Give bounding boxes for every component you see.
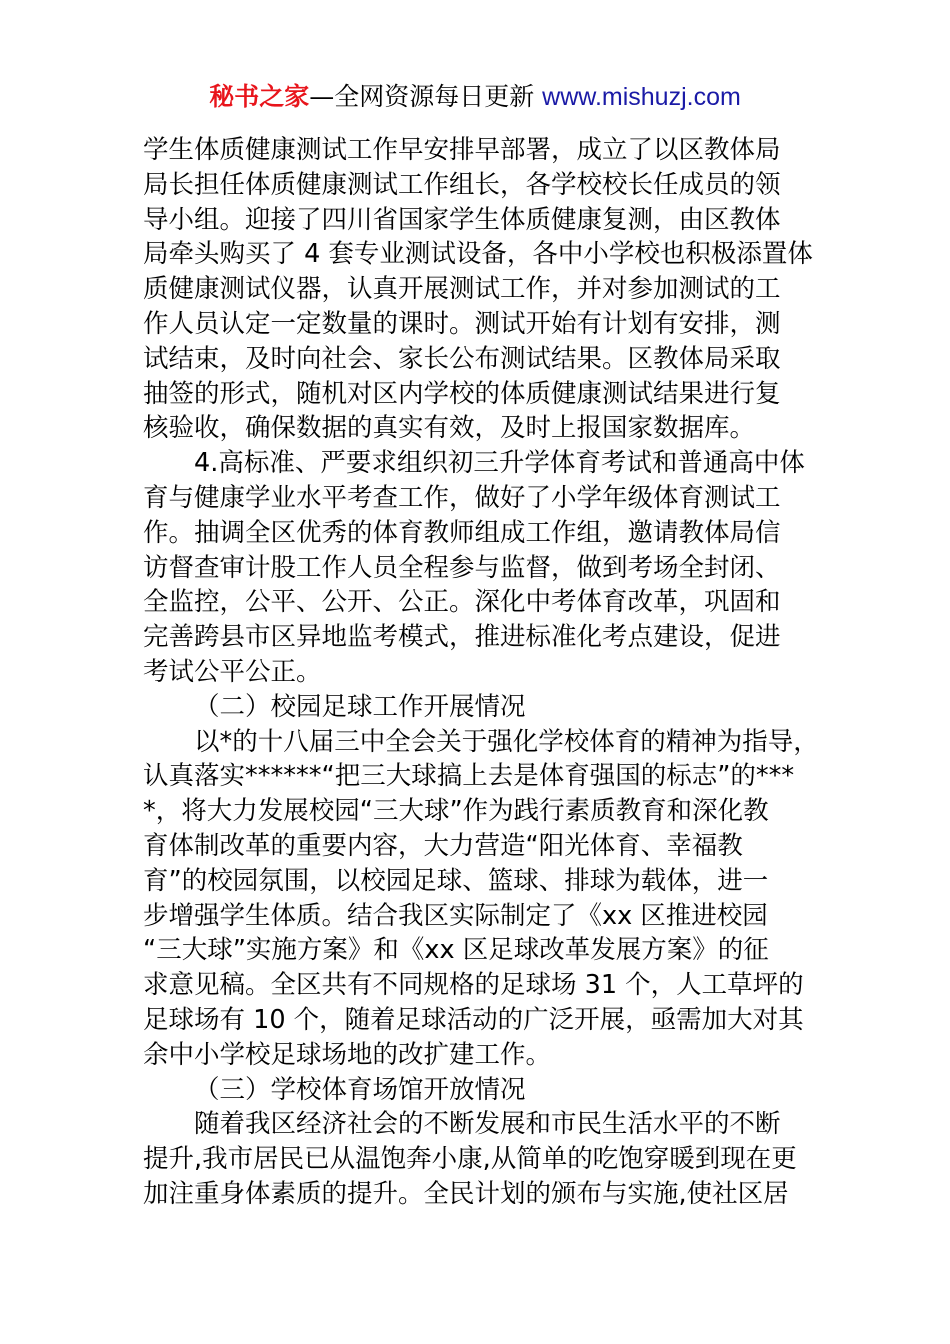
body-line: 质健康测试仪器，认真开展测试工作，并对参加测试的工 [143,274,781,305]
paragraph-start-line: 4.高标准、严要求组织初三升学体育考试和普通高中体 [194,448,805,479]
body-line: 考试公平公正。 [143,656,322,687]
document-body [143,133,819,1212]
body-line: 全监控，公平、公开、公正。深化中考体育改革，巩固和 [143,587,781,618]
body-line: 育”的校园氛围，以校园足球、篮球、排球为载体，进一 [143,865,769,896]
section-heading: （三）学校体育场馆开放情况 [194,1074,526,1105]
body-line: 提升,我市居民已从温饱奔小康,从简单的吃饱穿暖到现在更 [143,1144,797,1175]
body-line: 完善跨县市区异地监考模式，推进标准化考点建设，促进 [143,622,781,653]
body-line: 试结束，及时向社会、家长公布测试结果。区教体局采取 [143,343,781,374]
body-line: 核验收，确保数据的真实有效，及时上报国家数据库。 [143,413,756,444]
body-line: 足球场有 10 个，随着足球活动的广泛开展，亟需加大对其 [143,1004,804,1035]
body-line: *，将大力发展校园“三大球”作为践行素质教育和深化教 [143,796,769,827]
header-slogan: —全网资源每日更新 [309,82,543,111]
body-line: 学生体质健康测试工作早安排早部署，成立了以区教体局 [143,135,781,165]
body-line: 认真落实******“把三大球搞上去是体育强国的标志”的*** [143,761,795,792]
site-link[interactable]: www.mishuzj.com [542,83,741,111]
body-line: 作人员认定一定数量的课时。测试开始有计划有安排，测 [143,308,781,339]
body-line: 抽签的形式，随机对区内学校的体质健康测试结果进行复 [143,378,781,409]
body-line: 育与健康学业水平考查工作，做好了小学年级体育测试工 [143,482,781,513]
paragraph-start-line: 以*的十八届三中全会关于强化学校体育的精神为指导， [194,726,819,757]
page-header [0,80,950,114]
body-line: 育体制改革的重要内容，大力营造“阳光体育、幸福教 [143,830,743,861]
body-line: “三大球”实施方案》和《xx 区足球改革发展方案》的征 [143,935,769,966]
brand-name: 秘书之家 [209,82,310,111]
body-line: 加注重身体素质的提升。全民计划的颁布与实施,使社区居 [143,1178,789,1209]
paragraph-start-line: 随着我区经济社会的不断发展和市民生活水平的不断 [194,1109,781,1140]
body-line: 导小组。迎接了四川省国家学生体质健康复测，由区教体 [143,204,781,235]
section-heading: （二）校园足球工作开展情况 [194,691,526,722]
body-line: 局长担任体质健康测试工作组长，各学校校长任成员的领 [143,169,781,200]
body-line: 访督查审计股工作人员全程参与监督，做到考场全封闭、 [143,552,781,583]
body-line: 作。抽调全区优秀的体育教师组成工作组，邀请教体局信 [143,517,781,548]
body-line: 局牵头购买了 4 套专业测试设备，各中小学校也积极添置体 [143,239,813,270]
body-line: 求意见稿。全区共有不同规格的足球场 31 个，人工草坪的 [143,970,804,1001]
body-line: 步增强学生体质。结合我区实际制定了《xx 区推进校园 [143,900,768,931]
body-line: 余中小学校足球场地的改扩建工作。 [143,1039,552,1070]
